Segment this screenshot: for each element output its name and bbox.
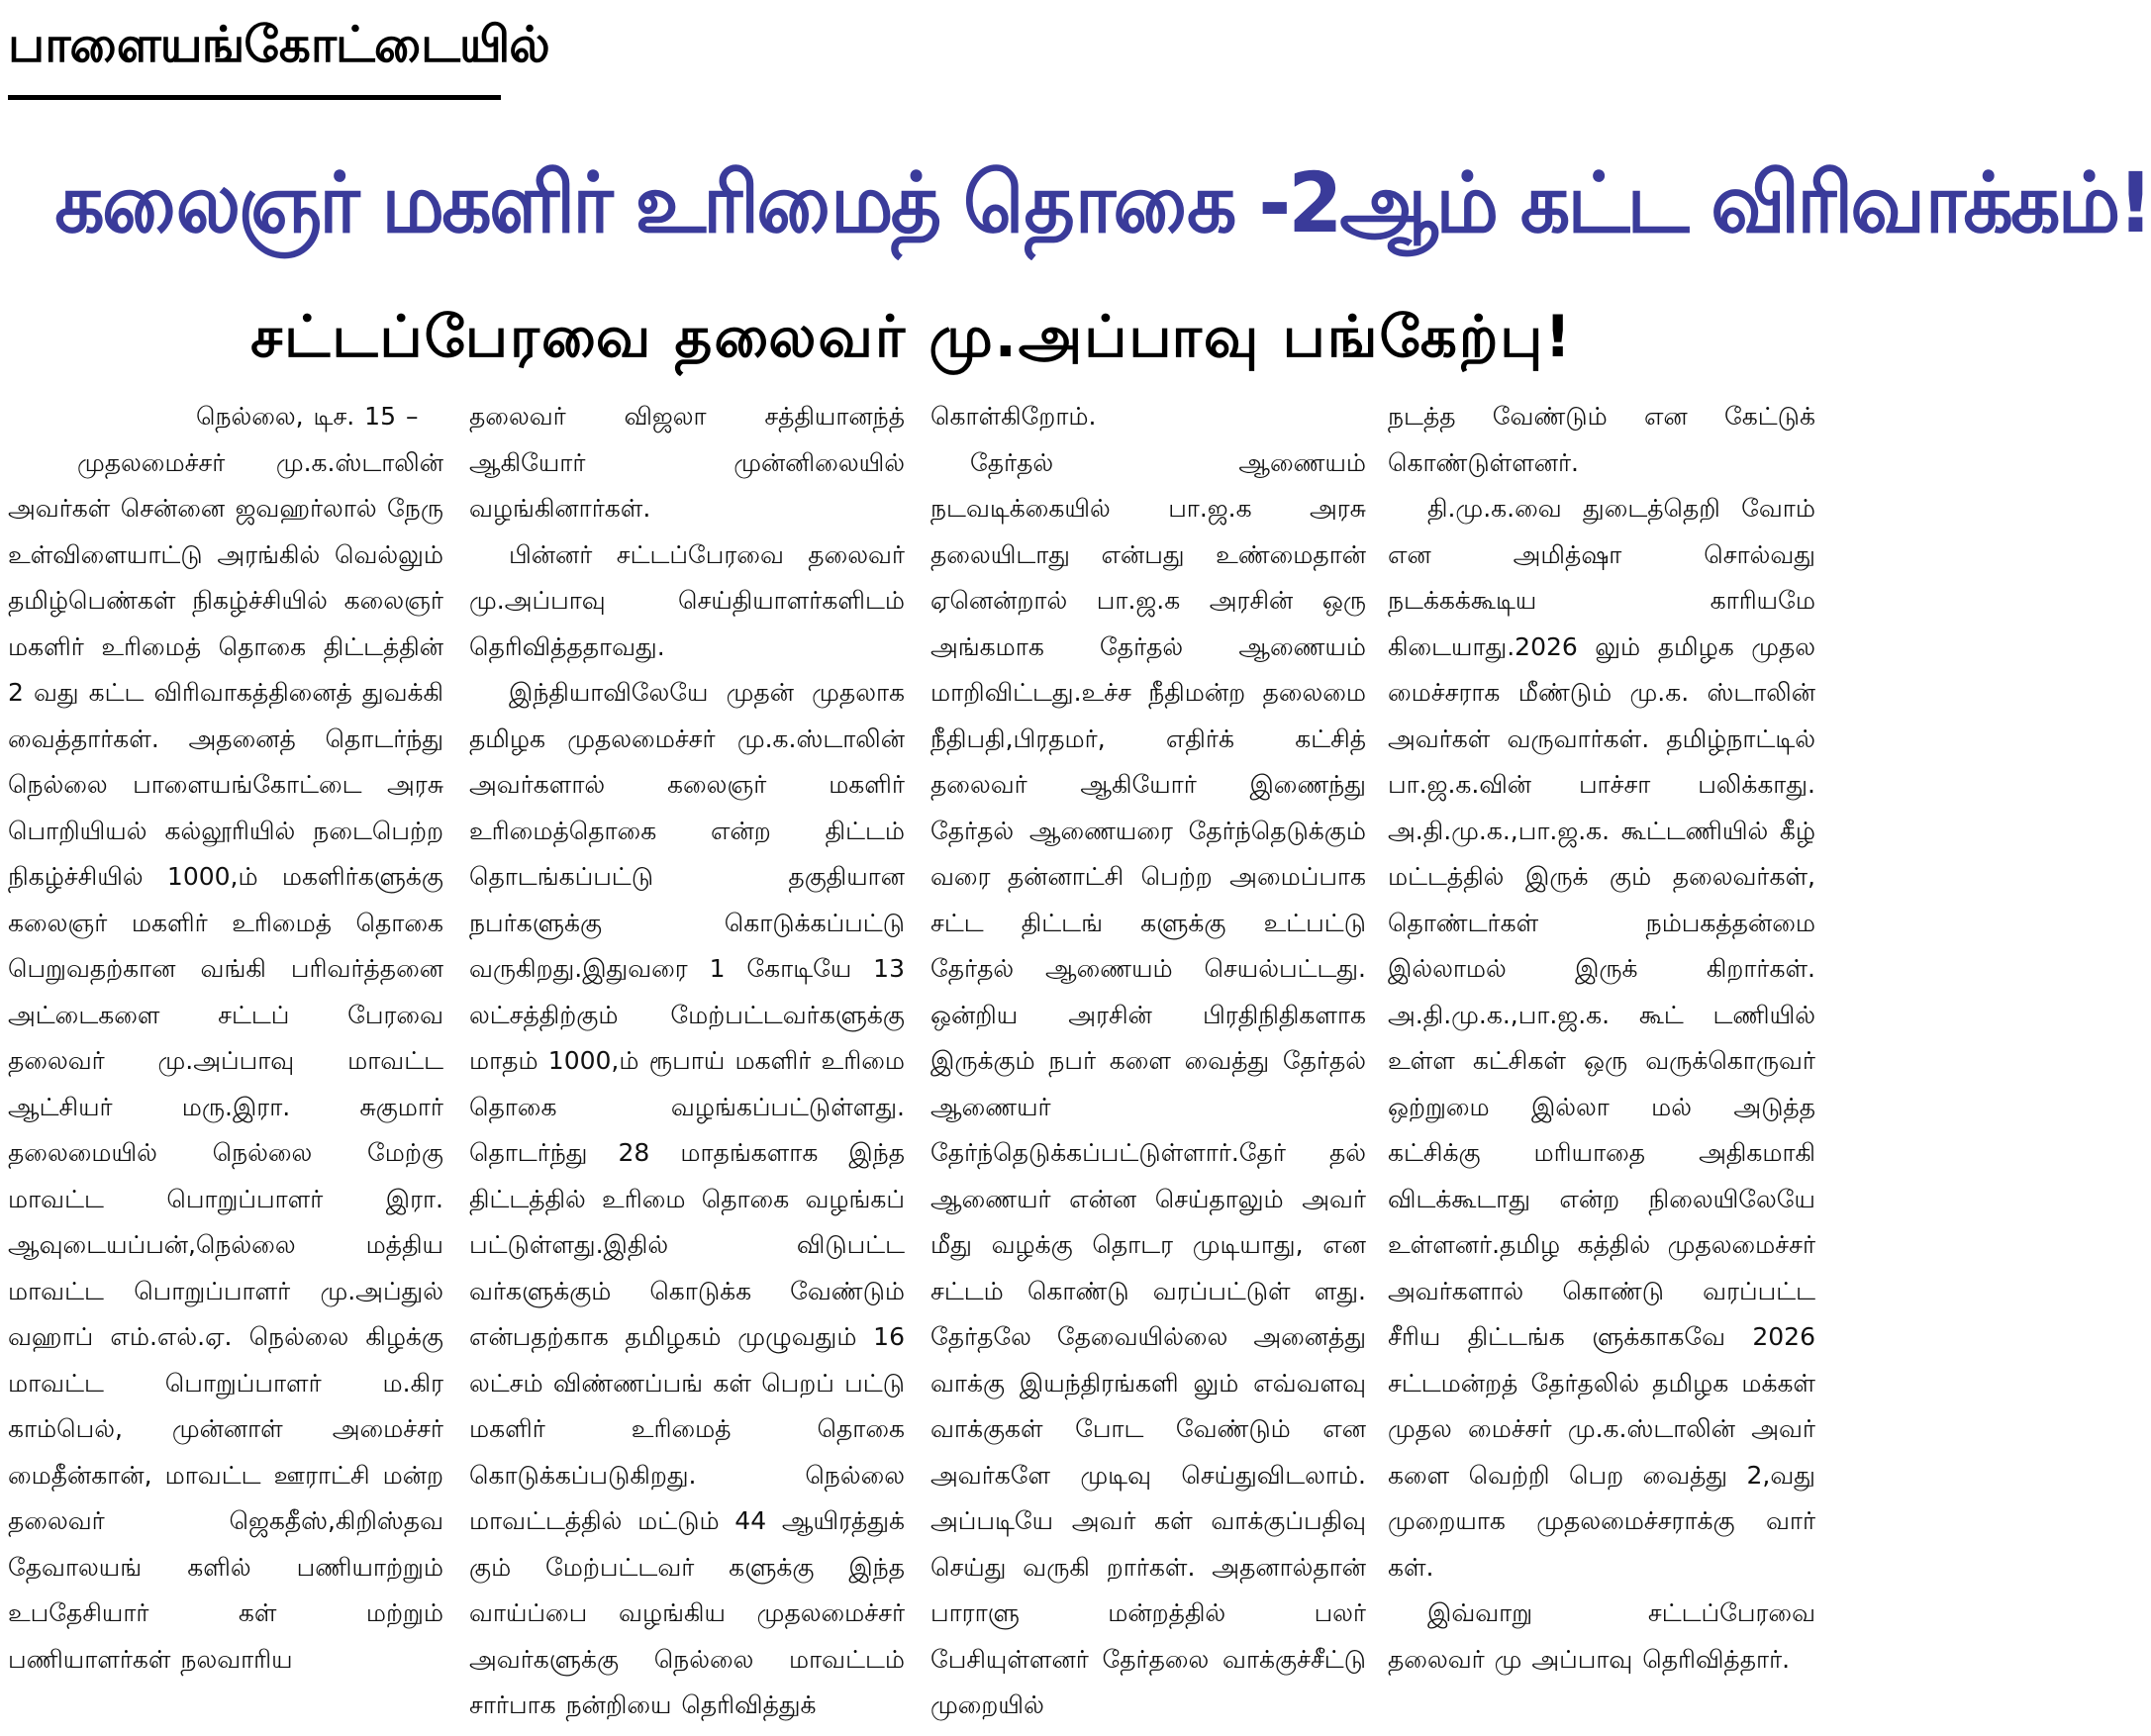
dateline: நெல்லை, டிச. 15 –	[196, 402, 419, 431]
article-column-1	[8, 394, 443, 1725]
paragraph: பின்னர் சட்டப்பேரவை தலைவர் மு.அப்பாவு செய்தியாளர்களிடம் தெரிவித்ததாவது.	[469, 539, 905, 661]
paragraph: நடத்த வேண்டும் என கேட்டுக் கொண்டுள்ளனர்.	[1388, 402, 1815, 477]
kicker-label: பாளையங்கோட்டையில்	[8, 16, 549, 73]
article-column-4	[1388, 394, 1815, 1725]
paragraph: கொள்கிறோம்.	[930, 402, 1097, 431]
headline: கலைஞர் மகளிர் உரிமைத் தொகை -2ஆம் கட்ட விரிவாக்கம்!	[54, 154, 2151, 251]
paragraph: தலைவர் விஜலா சத்தியானந்த் ஆகியோர் முன்னிலையில் வழங்கினார்கள்.	[469, 402, 905, 523]
paragraph: தி.மு.க.வை துடைத்தெறி வோம் என அமித்ஷா சொல்வது நடக்கக்கூடிய காரியமே கிடையாது.2026 லும் தமிழக முதல மைச்சராக மீண்டும் மு.க. ஸ்டாலின் அவர்கள் வருவார்கள். தமிழ்நாட்டில் பா.ஜ.க.வின் பாச்சா பலிக்காது. அ.தி.மு.க.,பா.ஜ.க. கூட்டணியில் கீழ் மட்டத்தில் இருக் கும் தலைவர்கள், தொண்டர்கள் நம்பகத்தன்மை இல்லாமல் இருக் கிறார்கள். அ.தி.மு.க.,பா.ஜ.க. கூட் டணியில் உள்ள கட்சிகள் ஒரு வருக்கொருவர் ஒற்றுமை இல்லா மல் அடுத்த கட்சிக்கு மரியாதை அதிகமாகி விடக்கூடாது என்ற நிலையிலேயே உள்ளனர்.தமிழ கத்தில் முதலமைச்சர் அவர்களால் கொண்டு வரப்பட்ட சீரிய திட்டங்க ளுக்காகவே 2026 சட்டமன்றத் தேர்தலில் தமிழக மக்கள் முதல மைச்சர் மு.க.ஸ்டாலின் அவர் களை வெற்றி பெற வைத்து 2,வது முறையாக முதலமைச்சராக்கு வார் கள்.	[1388, 494, 1815, 1582]
paragraph: தேர்தல் ஆணையம் நடவடிக்கையில் பா.ஜ.க அரசு தலையிடாது என்பது உண்மைதான் ஏனென்றால் பா.ஜ.க அரசின் ஒரு அங்கமாக தேர்தல் ஆணையம் மாறிவிட்டது.உச்ச நீதிமன்ற தலைமை நீதிபதி,பிரதமர், எதிர்க் கட்சித் தலைவர் ஆகியோர் இணைந்து தேர்தல் ஆணையரை தேர்ந்தெடுக்கும் வரை தன்னாட்சி பெற்ற அமைப்பாக சட்ட திட்டங் களுக்கு உட்பட்டு தேர்தல் ஆணையம் செயல்பட்டது. ஒன்றிய அரசின் பிரதிநிதிகளாக இருக்கும் நபர் களை வைத்து தேர்தல் ஆணையர் தேர்ந்தெடுக்கப்பட்டுள்ளார்.தேர் தல் ஆணையர் என்ன செய்தாலும் அவர் மீது வழக்கு தொடர முடியாது, என சட்டம் கொண்டு வரப்பட்டுள் ளது. தேர்தலே தேவையில்லை அனைத்து வாக்கு இயந்திரங்களி லும் எவ்வளவு வாக்குகள் போட வேண்டும் என அவர்களே முடிவு செய்துவிடலாம். அப்படியே அவர் கள் வாக்குப்பதிவு செய்து வருகி றார்கள். அதனால்தான் பாராளு மன்றத்தில் பலர் பேசியுள்ளனர் தேர்தலை வாக்குச்சீட்டு முறையில்	[930, 447, 1366, 1719]
article-body	[0, 394, 1823, 1725]
subheadline: சட்டப்பேரவை தலைவர் மு.அப்பாவு பங்கேற்பு!	[250, 303, 1573, 370]
paragraph	[8, 394, 443, 1683]
paragraph: இந்தியாவிலேயே முதன் முதலாக தமிழக முதலமைச்சர் மு.க.ஸ்டாலின் அவர்களால் கலைஞர் மகளிர் உரிமைத்தொகை என்ற திட்டம் தொடங்கப்பட்டு தகுதியான நபர்களுக்கு கொடுக்கப்பட்டு வருகிறது.இதுவரை 1 கோடியே 13 லட்சத்திற்கும் மேற்பட்டவர்களுக்கு மாதம் 1000,ம் ரூபாய் மகளிர் உரிமை தொகை வழங்கப்பட்டுள்ளது. தொடர்ந்து 28 மாதங்களாக இந்த திட்டத்தில் உரிமை தொகை வழங்கப் பட்டுள்ளது.இதில் விடுபட்ட வர்களுக்கும் கொடுக்க வேண்டும் என்பதற்காக தமிழகம் முழுவதும் 16 லட்சம் விண்ணப்பங் கள் பெறப் பட்டு மகளிர் உரிமைத் தொகை கொடுக்கப்படுகிறது. நெல்லை மாவட்டத்தில் மட்டும் 44 ஆயிரத்துக் கும் மேற்பட்டவர் களுக்கு இந்த வாய்ப்பை வழங்கிய முதலமைச்சர் அவர்களுக்கு நெல்லை மாவட்டம் சார்பாக நன்றியை தெரிவித்துக்	[469, 678, 905, 1719]
kicker-underline	[8, 95, 501, 100]
paragraph: இவ்வாறு சட்டப்பேரவை தலைவர் மு அப்பாவு தெரிவித்தார்.	[1388, 1598, 1815, 1674]
paragraph-text: முதலமைச்சர் மு.க.ஸ்டாலின் அவர்கள் சென்னை ஜவஹர்லால் நேரு உள்விளையாட்டு அரங்கில் வெல்லும் தமிழ்பெண்கள் நிகழ்ச்சியில் கலைஞர் மகளிர் உரிமைத் தொகை திட்டத்தின் 2 வது கட்ட விரிவாகத்தினைத் துவக்கி வைத்தார்கள். அதனைத் தொடர்ந்து நெல்லை பாளையங்கோட்டை அரசு பொறியியல் கல்லூரியில் நடைபெற்ற நிகழ்ச்சியில் 1000,ம் மகளிர்களுக்கு கலைஞர் மகளிர் உரிமைத் தொகை பெறுவதற்கான வங்கி பரிவர்த்தனை அட்டைகளை சட்டப் பேரவை தலைவர் மு.அப்பாவு மாவட்ட ஆட்சியர் மரு.இரா. சுகுமார் தலைமையில் நெல்லை மேற்கு மாவட்ட பொறுப்பாளர் இரா. ஆவுடையப்பன்,நெல்லை மத்திய மாவட்ட பொறுப்பாளர் மு.அப்துல் வஹாப் எம்.எல்.ஏ. நெல்லை கிழக்கு மாவட்ட பொறுப்பாளர் ம.கிர காம்பெல், முன்னாள் அமைச்சர் மைதீன்கான், மாவட்ட ஊராட்சி மன்ற தலைவர் ஜெகதீஸ்,கிறிஸ்தவ தேவாலயங் களில் பணியாற்றும் உபதேசியார் கள் மற்றும் பணியாளர்கள் நலவாரிய	[8, 447, 443, 1674]
kicker-block	[8, 12, 549, 100]
article-column-2	[469, 394, 905, 1725]
article-column-3	[930, 394, 1366, 1725]
